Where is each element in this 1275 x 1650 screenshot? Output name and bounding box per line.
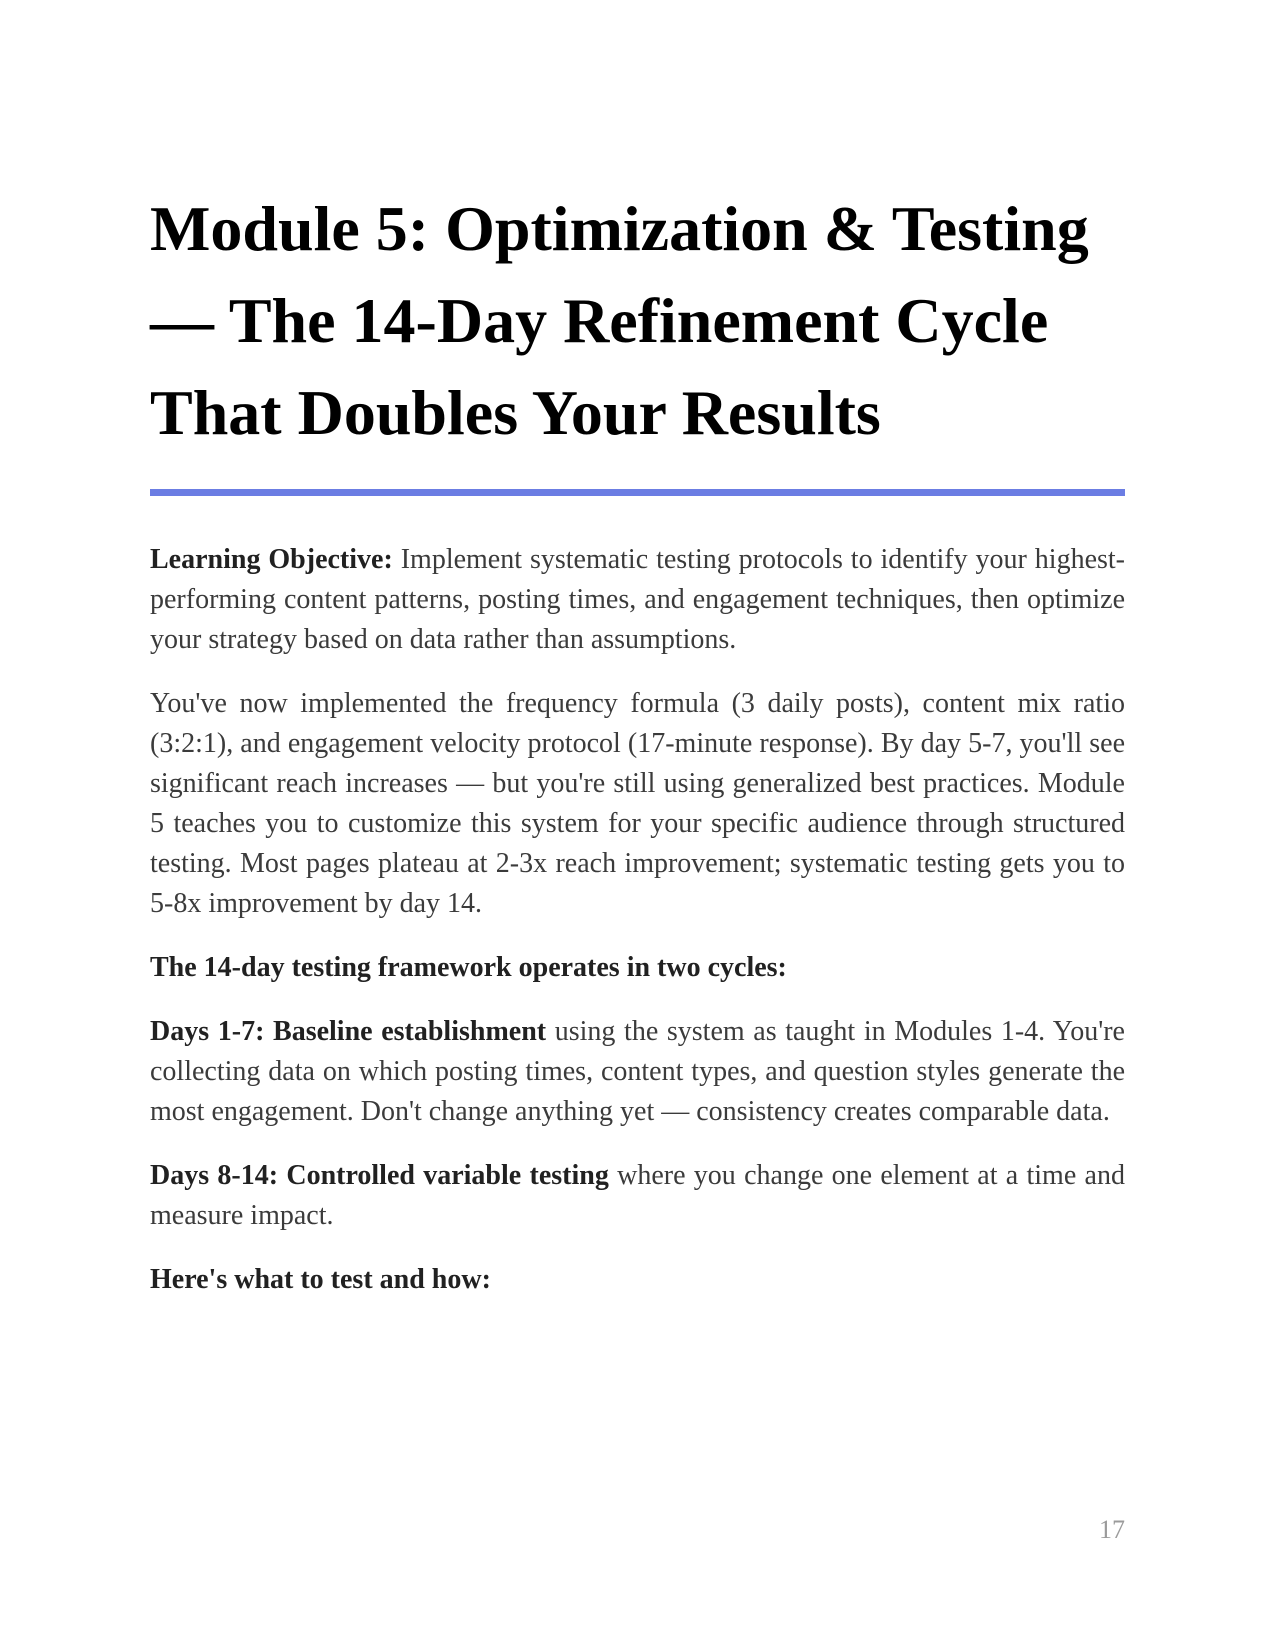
learning-objective-label: Learning Objective: — [150, 544, 393, 575]
framework-heading — [150, 948, 1125, 988]
intro-paragraph — [150, 684, 1125, 924]
days-8-14-label: Days 8-14: Controlled variable testing — [150, 1160, 609, 1191]
days-8-14-paragraph — [150, 1156, 1125, 1236]
body-content — [150, 540, 1125, 1300]
learning-objective-paragraph — [150, 540, 1125, 660]
learning-objective-text: Implement systematic testing protocols to identify your highest-performing content patterns, posting times, and engagement techniques, then optimize your strategy based on data rather than assumptions. — [150, 544, 1125, 655]
framework-heading-text: The 14-day testing framework operates in two cycles: — [150, 952, 787, 983]
days-1-7-text: using the system as taught in Modules 1-4. You're collecting data on which posting times, content types, and question styles generate the most engagement. Don't change anything yet — consistency creates comparable data. — [150, 1016, 1125, 1127]
days-8-14-text: where you change one element at a time and measure impact. — [150, 1160, 1125, 1231]
section-divider-rule — [150, 489, 1125, 496]
test-how-heading — [150, 1260, 1125, 1300]
test-how-heading-text: Here's what to test and how: — [150, 1264, 491, 1295]
page-title: Module 5: Optimization & Testing — The 14-Day Refinement Cycle That Doubles Your Results — [150, 193, 1089, 448]
page-number: 17 — [1099, 1515, 1125, 1544]
intro-paragraph-text: You've now implemented the frequency formula (3 daily posts), content mix ratio (3:2:1), and engagement velocity protocol (17-minute response). By day 5-7, you'll see significant reach increases — but you're still using generalized best practices. Module 5 teaches you to customize this system for your specific audience through structured testing. Most pages plateau at 2-3x reach improvement; systematic testing gets you to 5-8x improvement by day 14. — [150, 688, 1125, 919]
days-1-7-label: Days 1-7: Baseline establishment — [150, 1016, 547, 1047]
days-1-7-paragraph — [150, 1012, 1125, 1132]
